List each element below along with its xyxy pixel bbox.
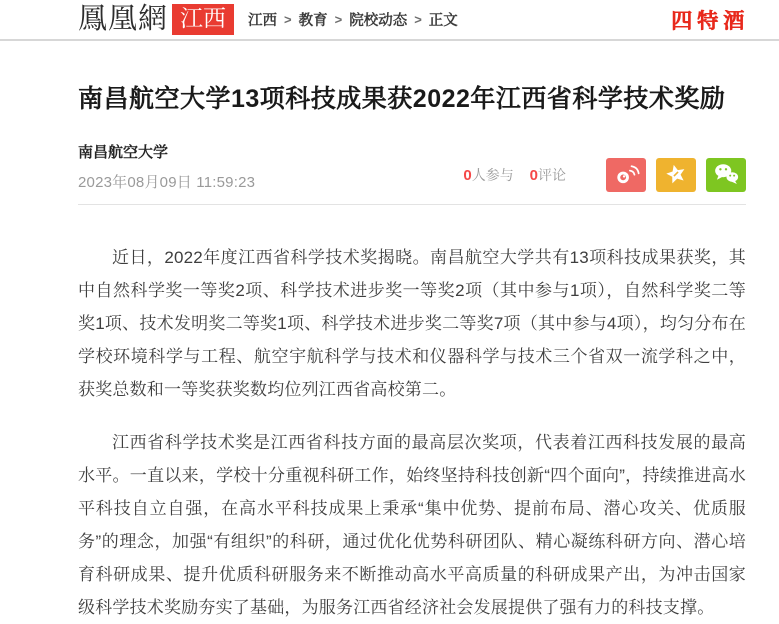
breadcrumb-separator: > bbox=[284, 12, 292, 27]
site-header bbox=[0, 0, 779, 41]
breadcrumb-item-college-news[interactable]: 院校动态 bbox=[349, 13, 408, 29]
article-title: 南昌航空大学13项科技成果获2022年江西省科学技术奖励 bbox=[78, 85, 726, 113]
article-container bbox=[0, 84, 779, 624]
region-badge: 江西 bbox=[172, 4, 234, 35]
weibo-icon bbox=[613, 162, 640, 189]
article-paragraph: 江西省科学技术奖是江西省科技方面的最高层次奖项，代表着江西科技发展的最高水平。一直以来，学校十分重视科研工作，始终坚持科技创新“四个面向”，持续推进高水平科技自立自强，在高水平科技成果上秉承“集中优势、提前布局、潜心攻关、优质服务”的理念，加强“有组织”的科研，通过优化优势科研团队、精心凝练科研方向、潜心培育科研成果、提升优质科研服务来不断推动高水平高质量的科研成果产出，为冲击国家级科学技术奖励夯实了基础，为服务江西省经济社会发展提供了强有力的科技支撑。 bbox=[78, 433, 746, 618]
meta-divider bbox=[78, 204, 746, 205]
participants-label: 人参与 bbox=[471, 167, 514, 184]
article-stats bbox=[463, 165, 566, 185]
article-meta bbox=[78, 141, 746, 192]
participants-stat bbox=[463, 167, 513, 183]
comments-stat[interactable] bbox=[530, 167, 566, 183]
breadcrumb-item-jiangxi[interactable]: 江西 bbox=[248, 13, 278, 29]
comments-count: 0 bbox=[529, 167, 538, 185]
breadcrumb-item-article[interactable]: 正文 bbox=[428, 13, 458, 29]
participants-count: 0 bbox=[463, 167, 472, 185]
article-paragraph: 近日，2022年度江西省科学技术奖揭晓。南昌航空大学共有13项科技成果获奖，其中自然科学奖一等奖2项、科学技术进步奖一等奖2项（其中参与1项），自然科学奖二等奖1项、技术发明奖二等奖1项、科学技术进步奖二等奖7项（其中参与4项），均匀分布在学校环境科学与工程、航空宇航科学与技术和仪器科学与技术三个省双一流学科之中，获奖总数和一等奖获奖数均位列江西省高校第二。 bbox=[78, 248, 746, 400]
share-buttons bbox=[606, 158, 746, 192]
publish-time: 2023年08月09日 11:59:23 bbox=[78, 174, 256, 192]
share-wechat-button[interactable] bbox=[706, 158, 746, 192]
phoenix-logo-text: 鳳凰網 bbox=[78, 3, 169, 35]
wechat-icon bbox=[712, 161, 740, 189]
article-source: 南昌航空大学 bbox=[78, 144, 169, 162]
star-icon bbox=[664, 162, 688, 189]
share-weibo-button[interactable] bbox=[606, 158, 646, 192]
breadcrumb bbox=[248, 9, 458, 30]
breadcrumb-separator: > bbox=[414, 12, 422, 27]
sponsor-logo[interactable]: 四特酒 bbox=[671, 9, 749, 33]
article-meta-left bbox=[78, 141, 255, 192]
article-body bbox=[78, 241, 746, 624]
comments-label: 评论 bbox=[538, 167, 566, 184]
breadcrumb-separator: > bbox=[334, 12, 343, 27]
breadcrumb-item-education[interactable]: 教育 bbox=[298, 13, 328, 29]
phoenix-logo[interactable] bbox=[78, 4, 234, 35]
share-favorite-button[interactable] bbox=[656, 158, 696, 192]
article-meta-right bbox=[463, 158, 746, 192]
